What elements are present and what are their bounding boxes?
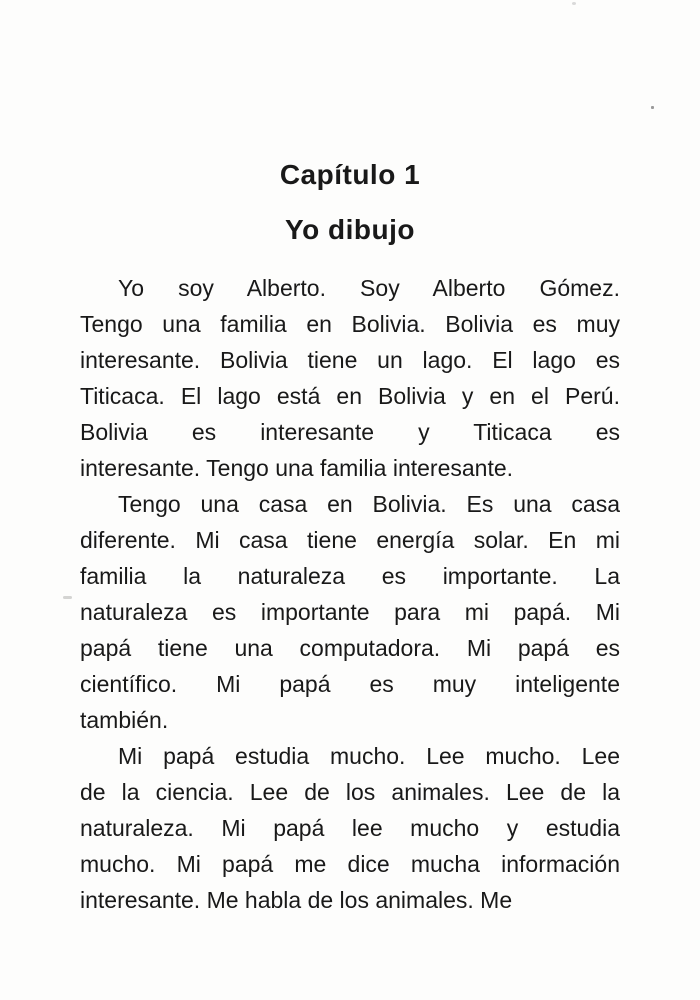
text-line: Tengo una familia en Bolivia. Bolivia es muy <box>80 311 620 337</box>
text-line: mucho. Mi papá me dice mucha información <box>80 851 620 877</box>
text-line: Mi papá estudia mucho. Lee mucho. Lee <box>118 743 620 769</box>
scan-smudge <box>63 596 72 599</box>
text-line: naturaleza es importante para mi papá. Mi <box>80 599 620 625</box>
page-text <box>80 270 620 918</box>
text-line: familia la naturaleza es importante. La <box>80 563 620 589</box>
text-line: científico. Mi papá es muy inteligente <box>80 671 620 697</box>
text-line: interesante. Me habla de los animales. Me <box>80 887 513 913</box>
text-line: de la ciencia. Lee de los animales. Lee de la <box>80 779 620 805</box>
text-line: Yo soy Alberto. Soy Alberto Gómez. <box>118 275 620 301</box>
text-line: naturaleza. Mi papá lee mucho y estudia <box>80 815 620 841</box>
text-line: también. <box>80 707 169 733</box>
paragraph <box>80 738 620 918</box>
chapter-title: Yo dibujo <box>285 214 415 245</box>
scan-speck <box>651 106 654 109</box>
text-line: papá tiene una computadora. Mi papá es <box>80 635 620 661</box>
scan-speck <box>572 2 576 5</box>
text-line: Bolivia es interesante y Titicaca es <box>80 419 620 445</box>
chapter-heading: Capítulo 1 <box>279 159 421 190</box>
book-page <box>80 0 620 918</box>
text-line: Tengo una casa en Bolivia. Es una casa <box>118 491 620 517</box>
text-line: interesante. Tengo una familia interesante. <box>80 455 514 481</box>
text-line: diferente. Mi casa tiene energía solar. En mi <box>80 527 620 553</box>
paragraph <box>80 270 620 486</box>
paragraph <box>80 486 620 738</box>
text-line: interesante. Bolivia tiene un lago. El lago es <box>80 347 620 373</box>
text-line: Titicaca. El lago está en Bolivia y en el Perú. <box>80 383 620 409</box>
